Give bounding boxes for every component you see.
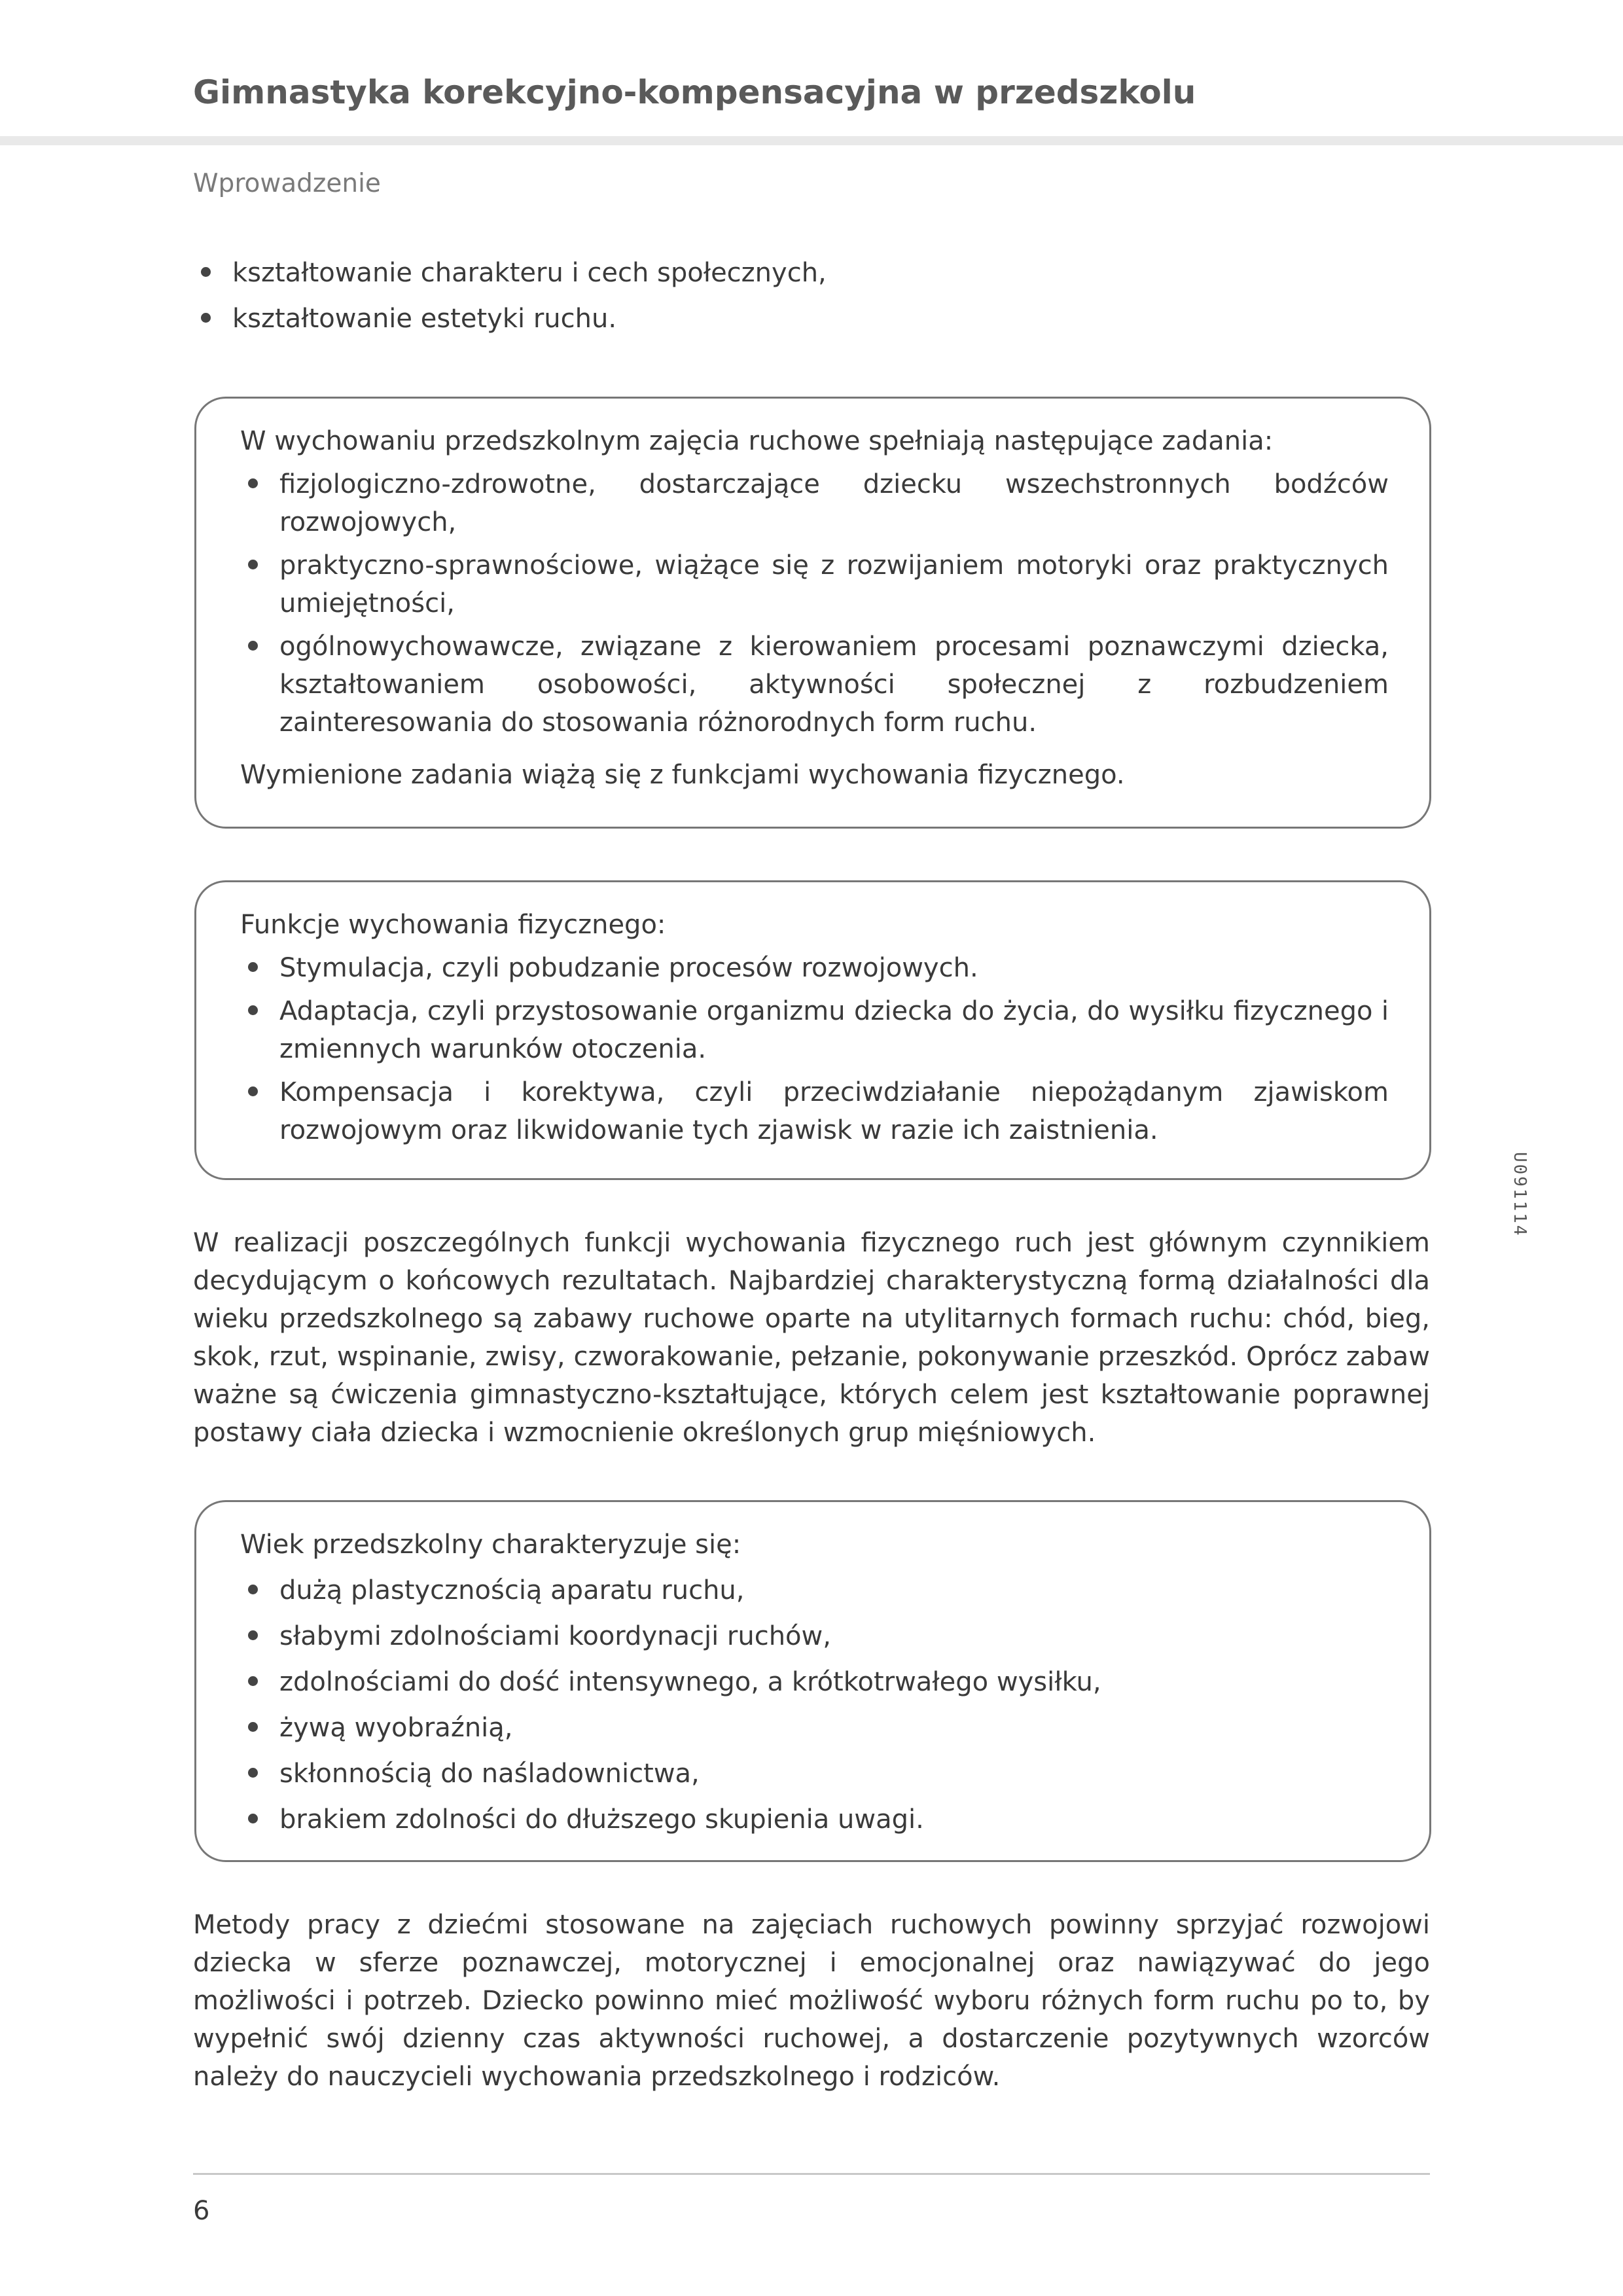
bullet-icon: [248, 1585, 258, 1594]
functions-list: [240, 949, 1389, 1149]
list-item: [240, 1571, 1389, 1609]
characteristics-list: [240, 1571, 1389, 1839]
list-item: [240, 1617, 1389, 1655]
list-item: [240, 628, 1389, 742]
bullet-icon: [248, 641, 258, 651]
list-item-text: kształtowanie estetyki ruchu.: [232, 304, 617, 334]
bullet-icon: [248, 560, 258, 569]
box-intro: Wiek przedszkolny charakteryzuje się:: [240, 1530, 741, 1560]
list-item-text: żywą wyobraźnią,: [279, 1713, 513, 1743]
preschool-age-box: [194, 1500, 1431, 1862]
top-bullet-list: [193, 254, 1430, 346]
bullet-icon: [248, 1722, 258, 1732]
box-intro: W wychowaniu przedszkolnym zajęcia ruchowe spełniają następujące zadania:: [240, 426, 1274, 456]
list-item: [240, 1663, 1389, 1701]
list-item: [240, 992, 1389, 1068]
functions-box: [194, 880, 1431, 1180]
section-name: Wprowadzenie: [193, 169, 381, 198]
page-number: 6: [193, 2196, 210, 2226]
list-item-text: Stymulacja, czyli pobudzanie procesów rozwojowych.: [279, 953, 978, 983]
body-paragraph: Metody pracy z dziećmi stosowane na zajęciach ruchowych powinny sprzyjać rozwojowi dziecka w sferze poznawczej, motorycznej i emocjonalnej oraz nawiązywać do jego możliwości i potrzeb. Dziecko powinno mieć możliwość wyboru różnych form ruchu po to, by wypełnić swój dzienny czas aktywności ruchowej, a dostarczenie pozytywnych wzorców należy do nauczycieli wychowania przedszkolnego i rodziców.: [193, 1910, 1430, 2092]
list-item-text: Kompensacja i korektywa, czyli przeciwdziałanie niepożądanym zjawiskom rozwojowym oraz likwidowanie tych zjawisk w razie ich zaistnienia.: [279, 1077, 1389, 1145]
list-item: [240, 1073, 1389, 1149]
list-item-text: ogólnowychowawcze, związane z kierowaniem procesami poznawczymi dziecka, kształtowaniem osobowości, aktywności społecznej z rozbudzeniem zainteresowania do stosowania różnorodnych form ruchu.: [279, 632, 1389, 738]
page-title: Gimnastyka korekcyjno-kompensacyjna w przedszkolu: [193, 73, 1196, 111]
box-intro: Funkcje wychowania fizycznego:: [240, 910, 666, 940]
list-item: [240, 1801, 1389, 1839]
list-item: [240, 949, 1389, 987]
tasks-list: [240, 465, 1389, 742]
box-closing: Wymienione zadania wiążą się z funkcjami wychowania fizycznego.: [240, 760, 1125, 790]
body-paragraph: W realizacji poszczególnych funkcji wychowania fizycznego ruch jest głównym czynnikiem decydującym o końcowych rezultatach. Najbardziej charakterystyczną formą działalności dla wieku przedszkolnego są zabawy ruchowe oparte na utylitarnych formach ruchu: chód, bieg, skok, rzut, wspinanie, zwisy, czworakowanie, pełzanie, pokonywanie przeszkód. Oprócz zabaw ważne są ćwiczenia gimnastyczno-kształtujące, których celem jest kształtowanie poprawnej postawy ciała dziecka i wzmocnienie określonych grup mięśniowych.: [193, 1228, 1430, 1448]
list-item-text: brakiem zdolności do dłuższego skupienia uwagi.: [279, 1804, 924, 1835]
bullet-icon: [248, 1086, 258, 1096]
list-item: [240, 1709, 1389, 1747]
list-item-text: praktyczno-sprawnościowe, wiążące się z rozwijaniem motoryki oraz praktycznych umiejętności,: [279, 550, 1389, 619]
bullet-icon: [248, 1768, 258, 1778]
list-item: [240, 547, 1389, 622]
list-item: [240, 1755, 1389, 1793]
footer-divider: [193, 2173, 1430, 2175]
side-code: U091114: [1510, 1152, 1529, 1238]
list-item-text: Adaptacja, czyli przystosowanie organizmu dziecka do życia, do wysiłku fizycznego i zmiennych warunków otoczenia.: [279, 996, 1389, 1064]
tasks-box: [194, 397, 1431, 829]
bullet-icon: [201, 267, 211, 277]
bullet-icon: [248, 1814, 258, 1823]
list-item-text: fizjologiczno-zdrowotne, dostarczające dziecku wszechstronnych bodźców rozwojowych,: [279, 469, 1389, 537]
list-item: [193, 300, 1430, 338]
bullet-icon: [248, 478, 258, 488]
bullet-icon: [248, 1005, 258, 1015]
list-item: [240, 465, 1389, 541]
list-item-text: dużą plastycznością aparatu ruchu,: [279, 1575, 745, 1605]
list-item-text: słabymi zdolnościami koordynacji ruchów,: [279, 1621, 831, 1651]
bullet-icon: [201, 313, 211, 323]
list-item-text: skłonnością do naśladownictwa,: [279, 1759, 700, 1789]
bullet-icon: [248, 962, 258, 972]
header-divider: [0, 136, 1623, 145]
list-item-text: kształtowanie charakteru i cech społecznych,: [232, 258, 827, 288]
list-item-text: zdolnościami do dość intensywnego, a krótkotrwałego wysiłku,: [279, 1667, 1101, 1697]
bullet-icon: [248, 1630, 258, 1640]
bullet-icon: [248, 1676, 258, 1686]
list-item: [193, 254, 1430, 292]
